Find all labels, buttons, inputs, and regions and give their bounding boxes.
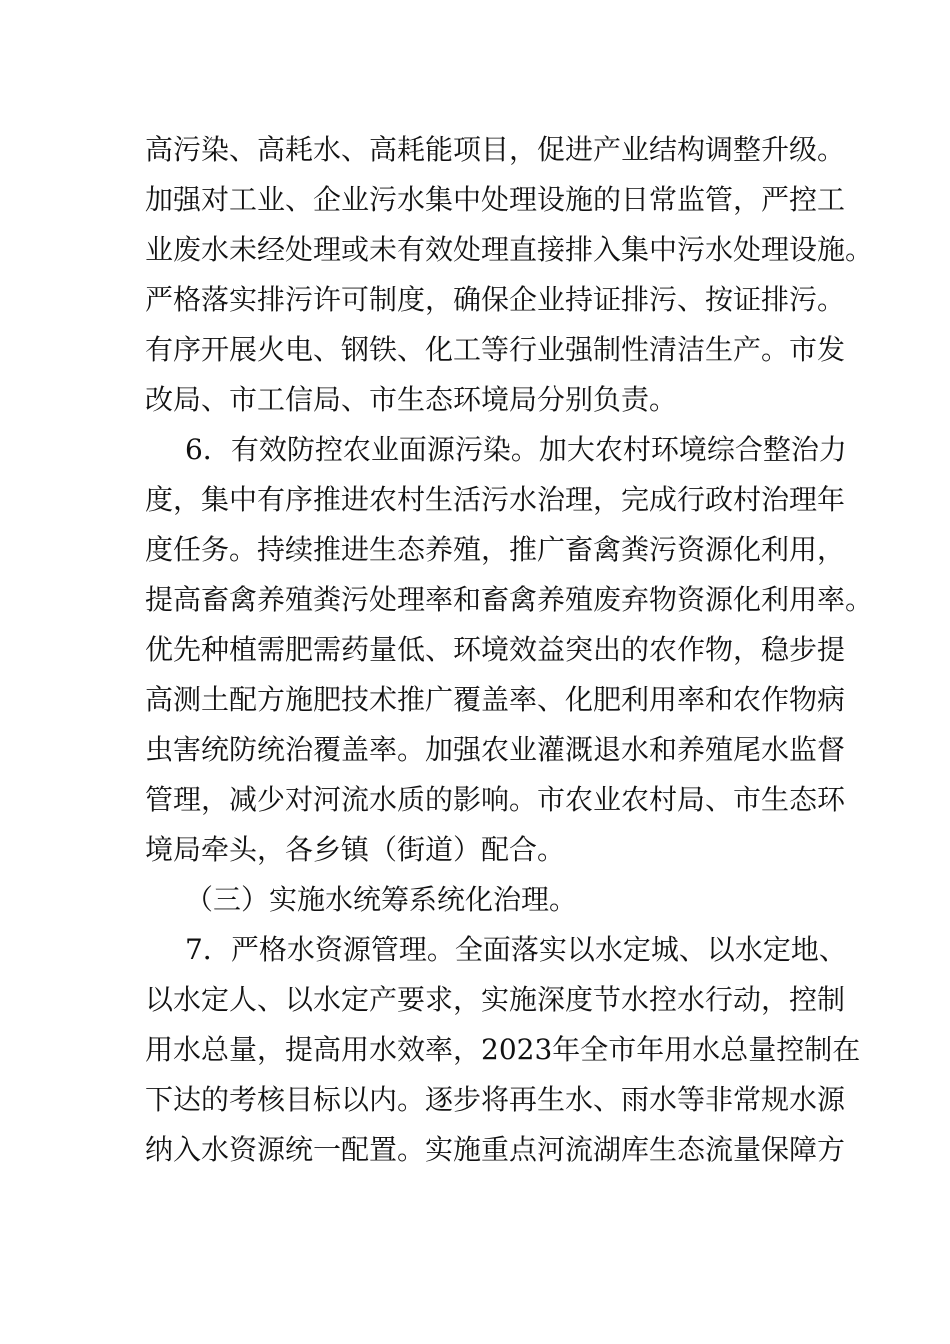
text-line: 以水定人、以水定产要求，实施深度节水控水行动，控制 bbox=[145, 983, 846, 1016]
text-line: 境局牵头，各乡镇（街道）配合。 bbox=[145, 833, 566, 866]
text-line: 优先种植需肥需药量低、环境效益突出的农作物，稳步提 bbox=[145, 633, 846, 666]
text-line: 改局、市工信局、市生态环境局分别负责。 bbox=[145, 383, 678, 416]
text-line: 度任务。持续推进生态养殖，推广畜禽粪污资源化利用， bbox=[145, 533, 846, 566]
text-line: 虫害统防统治覆盖率。加强农业灌溉退水和养殖尾水监督 bbox=[145, 733, 846, 766]
text-line: 有序开展火电、钢铁、化工等行业强制性清洁生产。市发 bbox=[145, 333, 846, 366]
text-line: 提高畜禽养殖粪污处理率和畜禽养殖废弃物资源化利用率。 bbox=[145, 583, 874, 616]
text-line: 管理，减少对河流水质的影响。市农业农村局、市生态环 bbox=[145, 783, 846, 816]
text-line: 加强对工业、企业污水集中处理设施的日常监管，严控工 bbox=[145, 183, 846, 216]
text-line: 高测土配方施肥技术推广覆盖率、化肥利用率和农作物病 bbox=[145, 683, 846, 716]
section-heading: （三）实施水统筹系统化治理。 bbox=[185, 883, 578, 916]
text-line: 用水总量，提高用水效率，2023年全市年用水总量控制在 bbox=[145, 1033, 861, 1066]
paragraph-first-line: 7．严格水资源管理。全面落实以水定城、以水定地、 bbox=[185, 933, 847, 966]
text-line: 高污染、高耗水、高耗能项目，促进产业结构调整升级。 bbox=[145, 133, 846, 166]
text-line: 下达的考核目标以内。逐步将再生水、雨水等非常规水源 bbox=[145, 1083, 846, 1116]
text-line: 度，集中有序推进农村生活污水治理，完成行政村治理年 bbox=[145, 483, 846, 516]
text-line: 业废水未经处理或未有效处理直接排入集中污水处理设施。 bbox=[145, 233, 874, 266]
text-line: 纳入水资源统一配置。实施重点河流湖库生态流量保障方 bbox=[145, 1133, 846, 1166]
text-line: 严格落实排污许可制度，确保企业持证排污、按证排污。 bbox=[145, 283, 846, 316]
paragraph-first-line: 6．有效防控农业面源污染。加大农村环境综合整治力 bbox=[185, 433, 847, 466]
